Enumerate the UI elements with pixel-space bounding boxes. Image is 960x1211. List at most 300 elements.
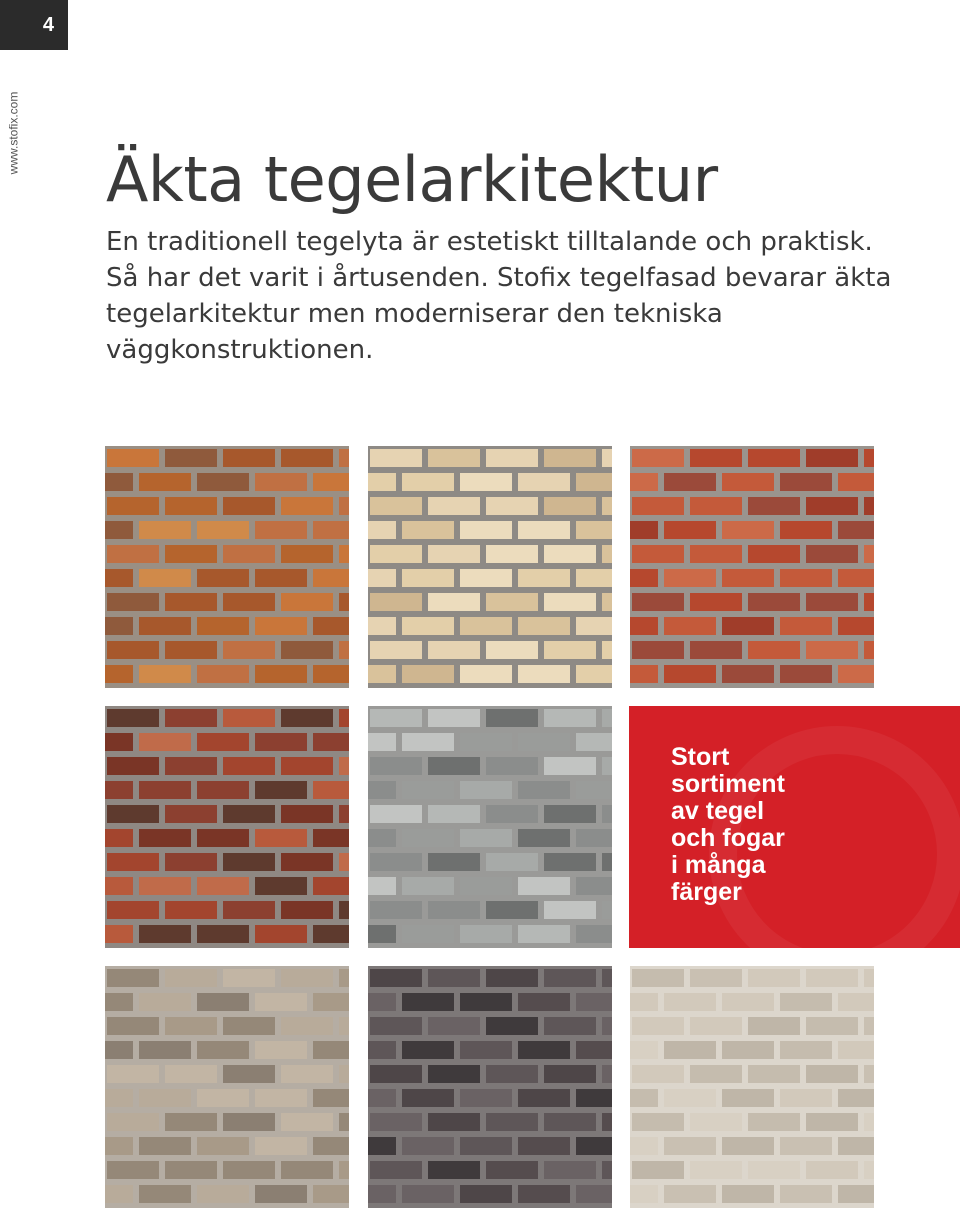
brick [428, 805, 480, 823]
brick [339, 1065, 349, 1083]
brick [806, 1065, 858, 1083]
brick [428, 901, 480, 919]
brick [460, 993, 512, 1011]
brick [370, 757, 422, 775]
brick [105, 877, 133, 895]
brick [402, 1089, 454, 1107]
brick [370, 853, 422, 871]
brick [313, 1185, 349, 1203]
brick [165, 641, 217, 659]
brick [139, 781, 191, 799]
brick [107, 901, 159, 919]
brick [281, 641, 333, 659]
brick [632, 593, 684, 611]
brick [368, 569, 396, 587]
brick [339, 545, 349, 563]
brick [486, 545, 538, 563]
brick [313, 877, 349, 895]
brick [460, 733, 512, 751]
brick [139, 733, 191, 751]
brick [165, 805, 217, 823]
brick [139, 665, 191, 683]
brick [722, 617, 774, 635]
brick [806, 545, 858, 563]
brick [544, 545, 596, 563]
brick [780, 473, 832, 491]
brick [313, 521, 349, 539]
brick [402, 829, 454, 847]
brick [402, 733, 454, 751]
brick [748, 593, 800, 611]
brick [748, 1113, 800, 1131]
brick-swatch-8 [630, 966, 874, 1208]
brick [632, 641, 684, 659]
brick [370, 969, 422, 987]
brick [864, 593, 874, 611]
brick [486, 709, 538, 727]
brick [255, 1089, 307, 1107]
brick [576, 733, 612, 751]
brick [486, 805, 538, 823]
brick [602, 969, 612, 987]
brick [864, 641, 874, 659]
brick-swatch-7 [368, 966, 612, 1208]
brick [313, 925, 349, 943]
brick [518, 1137, 570, 1155]
brick [165, 497, 217, 515]
brick-swatch-2 [368, 446, 612, 688]
brick [518, 1041, 570, 1059]
brick [197, 473, 249, 491]
brick [722, 521, 774, 539]
brick [664, 473, 716, 491]
brick [402, 569, 454, 587]
brick [223, 709, 275, 727]
brick [486, 449, 538, 467]
brick [838, 1185, 874, 1203]
brick [107, 853, 159, 871]
brick [139, 877, 191, 895]
brick [486, 593, 538, 611]
brick-swatch-3 [630, 446, 874, 688]
promo-text: Stort sortiment av tegel och fogar i många färger [671, 743, 785, 906]
brick [428, 969, 480, 987]
brick [630, 617, 658, 635]
brick-swatch-5 [368, 706, 612, 948]
brick [544, 449, 596, 467]
brick [223, 545, 275, 563]
brick [105, 1185, 133, 1203]
brick [632, 1113, 684, 1131]
brick [632, 1017, 684, 1035]
brick [339, 593, 349, 611]
page-number: 4 [0, 0, 68, 50]
brick [664, 521, 716, 539]
brick-swatch-6 [105, 966, 349, 1208]
brick [664, 665, 716, 683]
brick [722, 993, 774, 1011]
brick [165, 1161, 217, 1179]
brick [402, 781, 454, 799]
brick [105, 473, 133, 491]
brick [313, 665, 349, 683]
brick [428, 709, 480, 727]
brick [806, 593, 858, 611]
brick [107, 593, 159, 611]
brick [197, 993, 249, 1011]
brick [806, 1017, 858, 1035]
brick [576, 877, 612, 895]
brick [602, 709, 612, 727]
brick [602, 757, 612, 775]
brick [313, 733, 349, 751]
brick [576, 1041, 612, 1059]
brick [780, 1089, 832, 1107]
brick [165, 853, 217, 871]
brick [197, 829, 249, 847]
brick [370, 1017, 422, 1035]
brick [139, 1089, 191, 1107]
brick [460, 1089, 512, 1107]
brick [223, 497, 275, 515]
brick [105, 925, 133, 943]
brick [780, 617, 832, 635]
brick [107, 497, 159, 515]
brick [165, 1065, 217, 1083]
brick [576, 569, 612, 587]
brick [370, 449, 422, 467]
brick [368, 617, 396, 635]
brick [576, 473, 612, 491]
brick [630, 569, 658, 587]
brick [105, 733, 133, 751]
brick [518, 473, 570, 491]
brick [339, 709, 349, 727]
brick [602, 1161, 612, 1179]
brick [223, 1065, 275, 1083]
brick [197, 1185, 249, 1203]
brick [460, 925, 512, 943]
brick [838, 1041, 874, 1059]
brick [402, 473, 454, 491]
brick [518, 1185, 570, 1203]
brick [518, 665, 570, 683]
brick [107, 757, 159, 775]
brick [139, 925, 191, 943]
brick [255, 781, 307, 799]
brick [602, 805, 612, 823]
brick [864, 449, 874, 467]
brick [748, 497, 800, 515]
brick [806, 1113, 858, 1131]
brick [690, 593, 742, 611]
brick [165, 545, 217, 563]
brick [864, 1113, 874, 1131]
brick [722, 569, 774, 587]
brick [255, 665, 307, 683]
brick [339, 449, 349, 467]
brick [664, 569, 716, 587]
brick [105, 781, 133, 799]
brick [370, 497, 422, 515]
brick [223, 969, 275, 987]
brick [428, 449, 480, 467]
brick [748, 641, 800, 659]
brick [281, 593, 333, 611]
brick [602, 1065, 612, 1083]
brick [806, 1161, 858, 1179]
brick [632, 1161, 684, 1179]
brick [281, 853, 333, 871]
brick [864, 545, 874, 563]
brick [690, 641, 742, 659]
brick [806, 449, 858, 467]
brick [107, 1113, 159, 1131]
brick [664, 1137, 716, 1155]
brick [223, 1017, 275, 1035]
brick [486, 757, 538, 775]
brick [518, 569, 570, 587]
brick [780, 521, 832, 539]
brick [460, 617, 512, 635]
brick [197, 617, 249, 635]
brick [105, 993, 133, 1011]
brick [460, 1041, 512, 1059]
brick [544, 805, 596, 823]
brick [339, 969, 349, 987]
brick [223, 1113, 275, 1131]
promo-box [629, 706, 960, 948]
brick [139, 473, 191, 491]
brick [864, 1065, 874, 1083]
brick [486, 1113, 538, 1131]
brick [602, 545, 612, 563]
brick [368, 521, 396, 539]
brick [428, 545, 480, 563]
brick [255, 1041, 307, 1059]
brick [630, 521, 658, 539]
brick [339, 853, 349, 871]
brick [223, 805, 275, 823]
brick [780, 1137, 832, 1155]
brick [255, 521, 307, 539]
brick [255, 733, 307, 751]
brick [107, 449, 159, 467]
brick [518, 617, 570, 635]
brick [690, 1017, 742, 1035]
brick [223, 757, 275, 775]
brick [107, 1161, 159, 1179]
brick [518, 733, 570, 751]
brick [139, 1185, 191, 1203]
brick [838, 1089, 874, 1107]
brick [368, 1185, 396, 1203]
brick [544, 709, 596, 727]
brick [664, 1041, 716, 1059]
brick [690, 449, 742, 467]
brick [255, 829, 307, 847]
brick [368, 1041, 396, 1059]
brick [223, 593, 275, 611]
brick [402, 993, 454, 1011]
brick [630, 665, 658, 683]
brick [107, 709, 159, 727]
brick [197, 781, 249, 799]
brick [105, 1089, 133, 1107]
brick [139, 1137, 191, 1155]
brick [544, 641, 596, 659]
brick [806, 969, 858, 987]
brick [838, 1137, 874, 1155]
brick [368, 993, 396, 1011]
brick [255, 877, 307, 895]
brick [664, 617, 716, 635]
brick [107, 969, 159, 987]
brick [105, 1041, 133, 1059]
brick [722, 473, 774, 491]
brick [690, 1065, 742, 1083]
brick [544, 901, 596, 919]
brick [576, 781, 612, 799]
brick [255, 1185, 307, 1203]
brick [486, 901, 538, 919]
brick [838, 473, 874, 491]
brick [630, 1185, 658, 1203]
brick [368, 733, 396, 751]
brick [370, 901, 422, 919]
brick [544, 1113, 596, 1131]
brick [428, 1161, 480, 1179]
brick [486, 497, 538, 515]
brick [838, 521, 874, 539]
brick [223, 641, 275, 659]
brick [576, 925, 612, 943]
brick [281, 1161, 333, 1179]
brick [864, 1161, 874, 1179]
brick [370, 805, 422, 823]
brick [313, 829, 349, 847]
brick [313, 569, 349, 587]
brick [370, 641, 422, 659]
brick [313, 1089, 349, 1107]
brick [428, 1017, 480, 1035]
brick [460, 829, 512, 847]
brick [748, 969, 800, 987]
brick [281, 805, 333, 823]
brick [402, 1137, 454, 1155]
brick [722, 1089, 774, 1107]
brick [139, 829, 191, 847]
brick [690, 969, 742, 987]
page-title: Äkta tegelarkitektur [106, 143, 718, 216]
brick [223, 1161, 275, 1179]
brick [518, 1089, 570, 1107]
brick [460, 781, 512, 799]
brick [165, 593, 217, 611]
brick [722, 1041, 774, 1059]
brick [460, 877, 512, 895]
brick [632, 1065, 684, 1083]
brick [139, 521, 191, 539]
brick [428, 757, 480, 775]
brick [544, 757, 596, 775]
brick [576, 617, 612, 635]
brick [107, 641, 159, 659]
brick [370, 545, 422, 563]
intro-paragraph: En traditionell tegelyta är estetiskt tilltalande och praktisk. Så har det varit i årtusenden. Stofix tegelfasad bevarar äkta tegelarkitektur men moderniserar den tekniska väggkonstruktionen. [106, 227, 892, 365]
brick [576, 1185, 612, 1203]
brick [722, 1185, 774, 1203]
brick [602, 641, 612, 659]
brick [780, 993, 832, 1011]
brick [339, 497, 349, 515]
brick [518, 781, 570, 799]
brick [281, 1017, 333, 1035]
brick [838, 993, 874, 1011]
brick [339, 805, 349, 823]
brick [107, 1065, 159, 1083]
brick [339, 1161, 349, 1179]
brick [281, 545, 333, 563]
brick [105, 617, 133, 635]
brick [518, 829, 570, 847]
brick [460, 1137, 512, 1155]
brick [368, 781, 396, 799]
brick [281, 1113, 333, 1131]
brick [223, 901, 275, 919]
brick [576, 1137, 612, 1155]
brick [664, 1089, 716, 1107]
brick [806, 641, 858, 659]
brick [486, 853, 538, 871]
brick [748, 545, 800, 563]
brick [664, 1185, 716, 1203]
brick [165, 1113, 217, 1131]
brick [105, 665, 133, 683]
brick [664, 993, 716, 1011]
brick [255, 925, 307, 943]
brick [544, 497, 596, 515]
brick [428, 497, 480, 515]
brick [402, 1185, 454, 1203]
brick [105, 569, 133, 587]
brick [107, 545, 159, 563]
brick-swatch-4 [105, 706, 349, 948]
brick [576, 993, 612, 1011]
brick [748, 449, 800, 467]
brick [402, 1041, 454, 1059]
brick [460, 1185, 512, 1203]
brick [368, 1089, 396, 1107]
brick [428, 641, 480, 659]
brick [197, 1041, 249, 1059]
brick [838, 569, 874, 587]
brick [602, 901, 612, 919]
brick [838, 617, 874, 635]
brick [165, 757, 217, 775]
brick [368, 877, 396, 895]
brick [197, 1089, 249, 1107]
brick [281, 449, 333, 467]
brick [402, 665, 454, 683]
side-url[interactable] [4, 78, 22, 188]
brick [486, 1017, 538, 1035]
brick [139, 617, 191, 635]
brick [339, 757, 349, 775]
brick [368, 1137, 396, 1155]
brick [197, 569, 249, 587]
brick [544, 853, 596, 871]
